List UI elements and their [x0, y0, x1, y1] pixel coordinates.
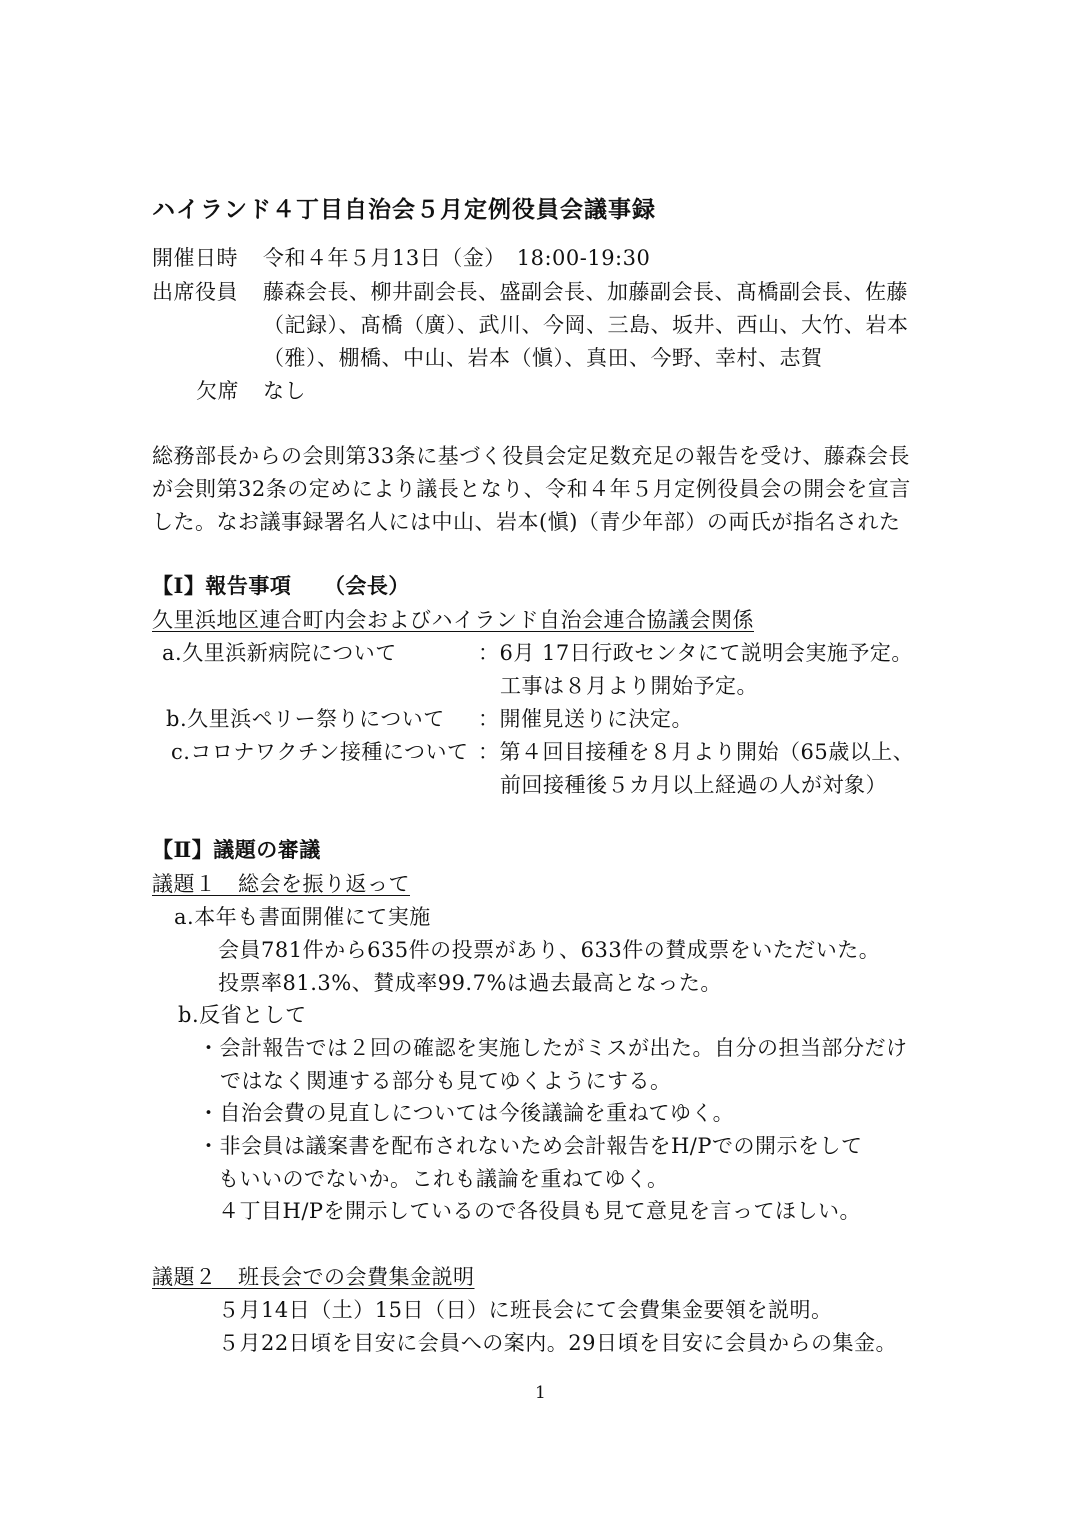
section1-heading: 【Ⅰ】報告事項 （会長） — [152, 573, 410, 598]
agenda1-item-label: a.本年も書面開催にて実施 — [174, 905, 431, 929]
absent-value: なし — [263, 379, 306, 403]
opening-line: 総務部長からの会則第33条に基づく役員会定足数充足の報告を受け、藤森会長 — [152, 444, 910, 468]
document-title: ハイランド４丁目自治会５月定例役員会議事録 — [152, 196, 656, 223]
agenda1-item-line: ４丁目H/Pを開示しているので各役員も見て意見を言ってほしい。 — [218, 1199, 862, 1223]
date-label: 開催日時 — [152, 246, 238, 270]
agenda1-item-line: 会員781件から635件の投票があり、633件の賛成票をいただいた。 — [218, 938, 881, 962]
opening-line: した。なお議事録署名人には中山、岩本(愼)（青少年部）の両氏が指名された — [152, 510, 901, 534]
report-item-detail: 前回接種後５カ月以上経過の人が対象） — [500, 773, 887, 797]
agenda1-item-line: ・非会員は議案書を配布されないため会計報告をH/Pでの開示をして — [198, 1134, 863, 1158]
report-item-label: b.久里浜ペリー祭りについて — [166, 707, 445, 731]
section1-subheading: 久里浜地区連合町内会およびハイランド自治会連合協議会関係 — [152, 608, 754, 632]
agenda1-item-line: もいいのでないか。これも議論を重ねてゆく。 — [218, 1167, 669, 1191]
agenda1-title: 議題１ 総会を振り返って — [152, 872, 410, 896]
section2-heading: 【Ⅱ】議題の審議 — [152, 837, 321, 862]
agenda2-line: ５月14日（土）15日（日）に班長会にて会費集金要領を説明。 — [218, 1298, 833, 1322]
page-number: 1 — [535, 1383, 546, 1403]
agenda1-item-line: ・会計報告では２回の確認を実施したがミスが出た。自分の担当部分だけ — [198, 1036, 908, 1060]
attendees-line: 藤森会長、柳井副会長、盛副会長、加藤副会長、髙橋副会長、佐藤 — [263, 280, 908, 304]
report-item-label: c.コロナワクチン接種について — [171, 740, 469, 764]
report-item-detail: ：第４回目接種を８月より開始（65歳以上、 — [478, 740, 915, 764]
agenda1-item-line: 投票率81.3%、賛成率99.7%は過去最高となった。 — [218, 971, 722, 995]
agenda1-item-label: b.反省として — [178, 1003, 307, 1027]
report-item-detail: ：開催見送りに決定。 — [478, 707, 693, 731]
agenda1-item-line: ではなく関連する部分も見てゆくようにする。 — [220, 1069, 672, 1093]
opening-line: が会則第32条の定めにより議長となり、令和４年５月定例役員会の開会を宣言 — [152, 477, 911, 501]
attendees-line: （記録）、髙橋（廣）、武川、今岡、三島、坂井、西山、大竹、岩本 — [263, 313, 909, 337]
report-item-detail: ：6月 17日行政センタにて説明会実施予定。 — [478, 641, 913, 665]
report-item-detail: 工事は８月より開始予定。 — [500, 674, 758, 698]
agenda2-title: 議題２ 班長会での会費集金説明 — [152, 1265, 475, 1289]
attendees-line: （雅）、棚橋、中山、岩本（愼）、真田、今野、幸村、志賀 — [263, 346, 823, 370]
agenda1-item-line: ・自治会費の見直しについては今後議論を重ねてゆく。 — [198, 1101, 735, 1125]
date-value: 令和４年５月13日（金） 18:00-19:30 — [263, 246, 651, 270]
report-item-label: a.久里浜新病院について — [162, 641, 397, 665]
attendees-label: 出席役員 — [152, 280, 238, 304]
agenda2-line: ５月22日頃を目安に会員への案内。29日頃を目安に会員からの集金。 — [218, 1331, 897, 1355]
absent-label: 欠席 — [196, 379, 239, 403]
